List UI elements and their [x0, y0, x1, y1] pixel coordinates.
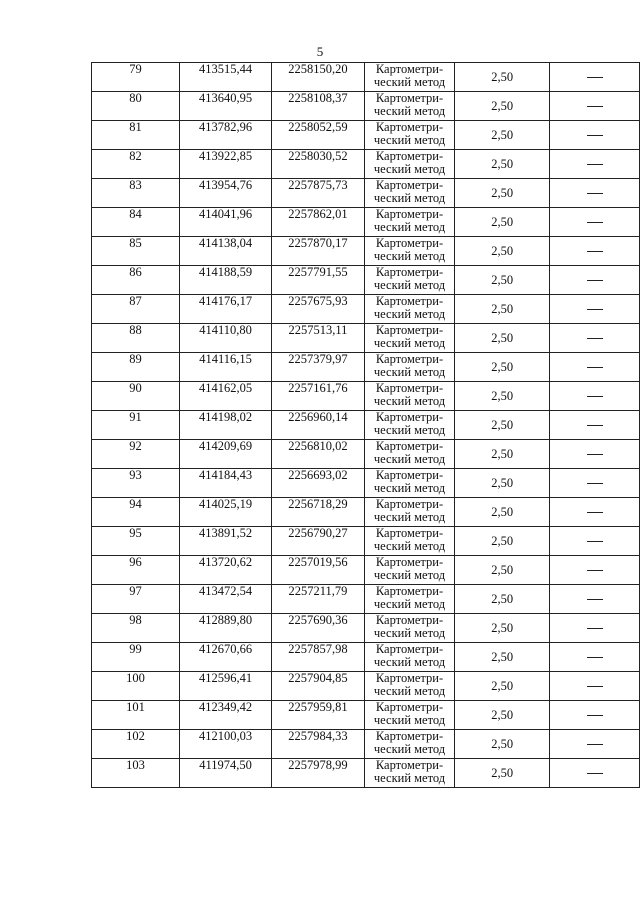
- point-number-cell: 98: [92, 614, 180, 643]
- method-line: Картометри-: [375, 294, 444, 308]
- precision-cell: 2,50: [455, 585, 550, 614]
- method-line: Картометри-: [375, 352, 444, 366]
- table-row: [92, 295, 640, 324]
- description-cell: [550, 556, 640, 585]
- precision-cell: 2,50: [455, 353, 550, 382]
- dash-mark: [587, 367, 603, 368]
- precision-cell: 2,50: [455, 179, 550, 208]
- description-cell: [550, 730, 640, 759]
- description-cell: [550, 324, 640, 353]
- x-coordinate-cell: 413891,52: [179, 527, 271, 556]
- table-row: [92, 121, 640, 150]
- x-coordinate-cell: 414116,15: [179, 353, 271, 382]
- dash-mark: [587, 512, 603, 513]
- dash-mark: [587, 454, 603, 455]
- point-number-cell: 84: [92, 208, 180, 237]
- x-coordinate-cell: 412349,42: [179, 701, 271, 730]
- x-coordinate-cell: 414025,19: [179, 498, 271, 527]
- x-coordinate-cell: 414184,43: [179, 469, 271, 498]
- description-cell: [550, 440, 640, 469]
- method-line: ческий метод: [373, 278, 446, 292]
- method-line: ческий метод: [373, 249, 446, 263]
- precision-cell: 2,50: [455, 295, 550, 324]
- method-line: ческий метод: [373, 684, 446, 698]
- table-row: [92, 92, 640, 121]
- description-cell: [550, 237, 640, 266]
- table-row: [92, 208, 640, 237]
- method-line: ческий метод: [373, 75, 446, 89]
- dash-mark: [587, 715, 603, 716]
- dash-mark: [587, 106, 603, 107]
- method-line: ческий метод: [373, 220, 446, 234]
- precision-cell: 2,50: [455, 498, 550, 527]
- point-number-cell: 90: [92, 382, 180, 411]
- point-number-cell: 93: [92, 469, 180, 498]
- point-number-cell: 89: [92, 353, 180, 382]
- table-row: [92, 469, 640, 498]
- dash-mark: [587, 657, 603, 658]
- method-line: ческий метод: [373, 655, 446, 669]
- dash-mark: [587, 425, 603, 426]
- point-number-cell: 96: [92, 556, 180, 585]
- method-cell: [364, 527, 455, 556]
- dash-mark: [587, 570, 603, 571]
- description-cell: [550, 527, 640, 556]
- method-line: ческий метод: [373, 510, 446, 524]
- method-line: ческий метод: [373, 423, 446, 437]
- method-cell: [364, 382, 455, 411]
- y-coordinate-cell: 2257211,79: [272, 585, 364, 614]
- y-coordinate-cell: 2257959,81: [272, 701, 364, 730]
- point-number-cell: 91: [92, 411, 180, 440]
- dash-mark: [587, 338, 603, 339]
- method-line: Картометри-: [375, 149, 444, 163]
- table-row: [92, 382, 640, 411]
- description-cell: [550, 585, 640, 614]
- point-number-cell: 95: [92, 527, 180, 556]
- table-row: [92, 730, 640, 759]
- x-coordinate-cell: 414188,59: [179, 266, 271, 295]
- precision-cell: 2,50: [455, 440, 550, 469]
- description-cell: [550, 382, 640, 411]
- table-row: [92, 701, 640, 730]
- precision-cell: 2,50: [455, 92, 550, 121]
- dash-mark: [587, 773, 603, 774]
- x-coordinate-cell: 414209,69: [179, 440, 271, 469]
- table-row: [92, 266, 640, 295]
- description-cell: [550, 469, 640, 498]
- precision-cell: 2,50: [455, 556, 550, 585]
- table-row: [92, 585, 640, 614]
- description-cell: [550, 295, 640, 324]
- precision-cell: 2,50: [455, 527, 550, 556]
- table-row: [92, 556, 640, 585]
- table-row: [92, 614, 640, 643]
- description-cell: [550, 643, 640, 672]
- x-coordinate-cell: 414041,96: [179, 208, 271, 237]
- method-line: Картометри-: [375, 671, 444, 685]
- table-row: [92, 498, 640, 527]
- dash-mark: [587, 77, 603, 78]
- description-cell: [550, 353, 640, 382]
- y-coordinate-cell: 2256718,29: [272, 498, 364, 527]
- method-cell: [364, 556, 455, 585]
- method-line: ческий метод: [373, 452, 446, 466]
- method-line: ческий метод: [373, 713, 446, 727]
- method-cell: [364, 469, 455, 498]
- precision-cell: 2,50: [455, 382, 550, 411]
- description-cell: [550, 121, 640, 150]
- point-number-cell: 80: [92, 92, 180, 121]
- description-cell: [550, 614, 640, 643]
- description-cell: [550, 179, 640, 208]
- x-coordinate-cell: 414162,05: [179, 382, 271, 411]
- method-line: ческий метод: [373, 742, 446, 756]
- dash-mark: [587, 222, 603, 223]
- method-cell: [364, 179, 455, 208]
- method-cell: [364, 150, 455, 179]
- method-cell: [364, 295, 455, 324]
- table-row: [92, 643, 640, 672]
- method-line: Картометри-: [375, 91, 444, 105]
- method-cell: [364, 498, 455, 527]
- point-number-cell: 103: [92, 759, 180, 788]
- dash-mark: [587, 628, 603, 629]
- point-number-cell: 79: [92, 63, 180, 92]
- precision-cell: 2,50: [455, 469, 550, 498]
- y-coordinate-cell: 2257161,76: [272, 382, 364, 411]
- point-number-cell: 86: [92, 266, 180, 295]
- x-coordinate-cell: 414110,80: [179, 324, 271, 353]
- method-line: ческий метод: [373, 568, 446, 582]
- dash-mark: [587, 483, 603, 484]
- method-line: Картометри-: [375, 758, 444, 772]
- table-row: [92, 324, 640, 353]
- y-coordinate-cell: 2257984,33: [272, 730, 364, 759]
- description-cell: [550, 208, 640, 237]
- table-row: [92, 150, 640, 179]
- x-coordinate-cell: 414138,04: [179, 237, 271, 266]
- method-cell: [364, 266, 455, 295]
- y-coordinate-cell: 2257862,01: [272, 208, 364, 237]
- precision-cell: 2,50: [455, 150, 550, 179]
- x-coordinate-cell: 412670,66: [179, 643, 271, 672]
- y-coordinate-cell: 2257875,73: [272, 179, 364, 208]
- method-cell: [364, 121, 455, 150]
- method-cell: [364, 643, 455, 672]
- y-coordinate-cell: 2257791,55: [272, 266, 364, 295]
- coordinates-table: [91, 62, 640, 788]
- method-line: ческий метод: [373, 365, 446, 379]
- point-number-cell: 97: [92, 585, 180, 614]
- method-cell: [364, 208, 455, 237]
- point-number-cell: 88: [92, 324, 180, 353]
- method-line: Картометри-: [375, 120, 444, 134]
- x-coordinate-cell: 413720,62: [179, 556, 271, 585]
- y-coordinate-cell: 2257019,56: [272, 556, 364, 585]
- method-line: ческий метод: [373, 481, 446, 495]
- description-cell: [550, 498, 640, 527]
- dash-mark: [587, 396, 603, 397]
- precision-cell: 2,50: [455, 672, 550, 701]
- x-coordinate-cell: 413472,54: [179, 585, 271, 614]
- table-row: [92, 237, 640, 266]
- y-coordinate-cell: 2257690,36: [272, 614, 364, 643]
- method-line: Картометри-: [375, 468, 444, 482]
- x-coordinate-cell: 413954,76: [179, 179, 271, 208]
- dash-mark: [587, 744, 603, 745]
- x-coordinate-cell: 411974,50: [179, 759, 271, 788]
- method-line: Картометри-: [375, 265, 444, 279]
- y-coordinate-cell: 2257870,17: [272, 237, 364, 266]
- method-line: Картометри-: [375, 62, 444, 76]
- precision-cell: 2,50: [455, 121, 550, 150]
- point-number-cell: 85: [92, 237, 180, 266]
- x-coordinate-cell: 413640,95: [179, 92, 271, 121]
- point-number-cell: 87: [92, 295, 180, 324]
- dash-mark: [587, 135, 603, 136]
- dash-mark: [587, 686, 603, 687]
- precision-cell: 2,50: [455, 237, 550, 266]
- method-cell: [364, 353, 455, 382]
- method-line: Картометри-: [375, 729, 444, 743]
- precision-cell: 2,50: [455, 643, 550, 672]
- table-row: [92, 759, 640, 788]
- point-number-cell: 100: [92, 672, 180, 701]
- method-cell: [364, 672, 455, 701]
- method-line: Картометри-: [375, 555, 444, 569]
- method-line: Картометри-: [375, 207, 444, 221]
- method-cell: [364, 585, 455, 614]
- x-coordinate-cell: 413782,96: [179, 121, 271, 150]
- method-line: ческий метод: [373, 336, 446, 350]
- point-number-cell: 81: [92, 121, 180, 150]
- method-line: Картометри-: [375, 642, 444, 656]
- description-cell: [550, 759, 640, 788]
- x-coordinate-cell: 414176,17: [179, 295, 271, 324]
- method-cell: [364, 440, 455, 469]
- x-coordinate-cell: 412100,03: [179, 730, 271, 759]
- point-number-cell: 101: [92, 701, 180, 730]
- method-cell: [364, 614, 455, 643]
- method-line: Картометри-: [375, 236, 444, 250]
- description-cell: [550, 266, 640, 295]
- precision-cell: 2,50: [455, 208, 550, 237]
- point-number-cell: 82: [92, 150, 180, 179]
- method-line: Картометри-: [375, 323, 444, 337]
- y-coordinate-cell: 2258030,52: [272, 150, 364, 179]
- method-cell: [364, 63, 455, 92]
- table-row: [92, 179, 640, 208]
- y-coordinate-cell: 2256693,02: [272, 469, 364, 498]
- method-line: ческий метод: [373, 394, 446, 408]
- method-line: ческий метод: [373, 104, 446, 118]
- method-line: ческий метод: [373, 133, 446, 147]
- method-cell: [364, 730, 455, 759]
- method-line: ческий метод: [373, 771, 446, 785]
- y-coordinate-cell: 2258150,20: [272, 63, 364, 92]
- method-cell: [364, 324, 455, 353]
- y-coordinate-cell: 2257978,99: [272, 759, 364, 788]
- y-coordinate-cell: 2257379,97: [272, 353, 364, 382]
- method-line: Картометри-: [375, 497, 444, 511]
- dash-mark: [587, 193, 603, 194]
- method-line: Картометри-: [375, 700, 444, 714]
- method-line: ческий метод: [373, 162, 446, 176]
- y-coordinate-cell: 2257904,85: [272, 672, 364, 701]
- method-line: ческий метод: [373, 597, 446, 611]
- y-coordinate-cell: 2258108,37: [272, 92, 364, 121]
- precision-cell: 2,50: [455, 701, 550, 730]
- y-coordinate-cell: 2258052,59: [272, 121, 364, 150]
- description-cell: [550, 63, 640, 92]
- precision-cell: 2,50: [455, 63, 550, 92]
- table-row: [92, 411, 640, 440]
- method-cell: [364, 701, 455, 730]
- y-coordinate-cell: 2256810,02: [272, 440, 364, 469]
- precision-cell: 2,50: [455, 411, 550, 440]
- dash-mark: [587, 251, 603, 252]
- point-number-cell: 99: [92, 643, 180, 672]
- method-line: Картометри-: [375, 439, 444, 453]
- page-number: 5: [316, 44, 324, 59]
- y-coordinate-cell: 2256960,14: [272, 411, 364, 440]
- method-cell: [364, 411, 455, 440]
- method-cell: [364, 759, 455, 788]
- x-coordinate-cell: 413515,44: [179, 63, 271, 92]
- method-line: ческий метод: [373, 539, 446, 553]
- x-coordinate-cell: 412889,80: [179, 614, 271, 643]
- method-line: ческий метод: [373, 626, 446, 640]
- method-line: Картометри-: [375, 526, 444, 540]
- method-line: Картометри-: [375, 178, 444, 192]
- table-row: [92, 440, 640, 469]
- precision-cell: 2,50: [455, 730, 550, 759]
- table-row: [92, 527, 640, 556]
- dash-mark: [587, 280, 603, 281]
- y-coordinate-cell: 2257513,11: [272, 324, 364, 353]
- method-line: ческий метод: [373, 191, 446, 205]
- description-cell: [550, 150, 640, 179]
- precision-cell: 2,50: [455, 324, 550, 353]
- method-line: Картометри-: [375, 381, 444, 395]
- description-cell: [550, 672, 640, 701]
- precision-cell: 2,50: [455, 614, 550, 643]
- dash-mark: [587, 164, 603, 165]
- point-number-cell: 94: [92, 498, 180, 527]
- table-row: [92, 353, 640, 382]
- method-line: ческий метод: [373, 307, 446, 321]
- precision-cell: 2,50: [455, 759, 550, 788]
- method-cell: [364, 92, 455, 121]
- point-number-cell: 83: [92, 179, 180, 208]
- description-cell: [550, 92, 640, 121]
- description-cell: [550, 411, 640, 440]
- method-line: Картометри-: [375, 613, 444, 627]
- coordinates-table-body: [92, 63, 640, 788]
- dash-mark: [587, 599, 603, 600]
- precision-cell: 2,50: [455, 266, 550, 295]
- method-line: Картометри-: [375, 410, 444, 424]
- table-row: [92, 672, 640, 701]
- method-line: Картометри-: [375, 584, 444, 598]
- description-cell: [550, 701, 640, 730]
- y-coordinate-cell: 2257857,98: [272, 643, 364, 672]
- dash-mark: [587, 309, 603, 310]
- y-coordinate-cell: 2256790,27: [272, 527, 364, 556]
- x-coordinate-cell: 414198,02: [179, 411, 271, 440]
- point-number-cell: 92: [92, 440, 180, 469]
- table-row: [92, 63, 640, 92]
- method-cell: [364, 237, 455, 266]
- dash-mark: [587, 541, 603, 542]
- y-coordinate-cell: 2257675,93: [272, 295, 364, 324]
- x-coordinate-cell: 413922,85: [179, 150, 271, 179]
- x-coordinate-cell: 412596,41: [179, 672, 271, 701]
- point-number-cell: 102: [92, 730, 180, 759]
